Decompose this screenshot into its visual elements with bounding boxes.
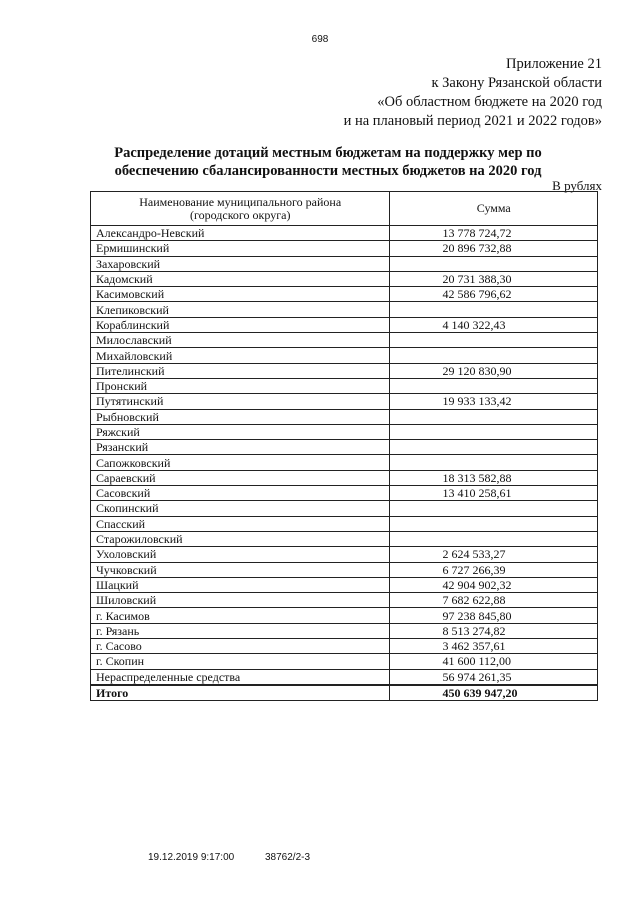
table-row <box>91 669 598 685</box>
municipality-name: Ухоловский <box>91 547 390 562</box>
table-row <box>91 593 598 608</box>
table-row <box>91 531 598 546</box>
table-row <box>91 440 598 455</box>
subsidy-amount <box>390 348 598 363</box>
municipality-name: г. Касимов <box>91 608 390 623</box>
municipality-name: Ряжский <box>91 424 390 439</box>
header-amount: Сумма <box>390 192 598 226</box>
municipality-name: Клепиковский <box>91 302 390 317</box>
subsidy-amount: 42 586 796,62 <box>390 287 598 302</box>
table-row <box>91 470 598 485</box>
subsidy-amount: 56 974 261,35 <box>390 669 598 685</box>
table-row <box>91 486 598 501</box>
subsidy-amount <box>390 501 598 516</box>
municipality-name: Шиловский <box>91 593 390 608</box>
appendix-line-2: к Закону Рязанской области <box>431 75 602 91</box>
subsidy-amount <box>390 440 598 455</box>
table-body <box>91 226 598 685</box>
table-row <box>91 547 598 562</box>
title-line-1: Распределение дотаций местным бюджетам на поддержку мер по <box>114 145 542 161</box>
title-line-2: обеспечению сбалансированности местных бюджетов на 2020 год <box>114 163 542 179</box>
table-row <box>91 501 598 516</box>
subsidy-amount: 29 120 830,90 <box>390 363 598 378</box>
appendix-line-3: «Об областном бюджете на 2020 год <box>377 94 602 110</box>
total-label: Итого <box>91 685 390 701</box>
municipality-name: Пронский <box>91 378 390 393</box>
subsidy-amount: 97 238 845,80 <box>390 608 598 623</box>
appendix-line-1: Приложение 21 <box>506 56 602 72</box>
table-row <box>91 348 598 363</box>
total-row <box>91 685 598 701</box>
municipality-name: Захаровский <box>91 256 390 271</box>
municipality-name: Александро-Невский <box>91 226 390 241</box>
table-row <box>91 562 598 577</box>
subsidy-amount: 2 624 533,27 <box>390 547 598 562</box>
municipality-name: Рыбновский <box>91 409 390 424</box>
document-title <box>60 144 596 180</box>
header-municipality-line-1: Наименование муниципального района <box>139 194 342 209</box>
municipality-name: Сасовский <box>91 486 390 501</box>
subsidy-amount <box>390 378 598 393</box>
municipality-name: Нераспределенные средства <box>91 669 390 685</box>
subsidy-amount: 13 410 258,61 <box>390 486 598 501</box>
municipality-name: Сапожковский <box>91 455 390 470</box>
table-row <box>91 516 598 531</box>
municipality-name: Скопинский <box>91 501 390 516</box>
municipality-name: Сараевский <box>91 470 390 485</box>
table-row <box>91 639 598 654</box>
table-row <box>91 363 598 378</box>
municipality-name: Михайловский <box>91 348 390 363</box>
table-header-row <box>91 192 598 226</box>
table-row <box>91 226 598 241</box>
subsidy-amount <box>390 516 598 531</box>
municipality-name: г. Рязань <box>91 623 390 638</box>
table-row <box>91 256 598 271</box>
table-row <box>91 241 598 256</box>
subsidy-amount <box>390 302 598 317</box>
page-number: 698 <box>311 34 329 45</box>
subsidy-amount: 3 462 357,61 <box>390 639 598 654</box>
table-row <box>91 623 598 638</box>
municipality-name: Касимовский <box>91 287 390 302</box>
municipality-name: Шацкий <box>91 577 390 592</box>
appendix-header <box>344 55 602 131</box>
total-amount: 450 639 947,20 <box>390 685 598 701</box>
municipality-name: Путятинский <box>91 394 390 409</box>
subsidy-amount: 4 140 322,43 <box>390 317 598 332</box>
municipality-name: Старожиловский <box>91 531 390 546</box>
footer-stamp <box>148 852 310 863</box>
subsidy-amount <box>390 333 598 348</box>
table-row <box>91 654 598 669</box>
subsidy-amount <box>390 409 598 424</box>
subsidy-amount <box>390 531 598 546</box>
table-row <box>91 424 598 439</box>
subsidy-amount: 20 731 388,30 <box>390 271 598 286</box>
subsidy-amount: 7 682 622,88 <box>390 593 598 608</box>
footer-doc-id: 38762/2-3 <box>264 852 311 863</box>
subsidy-amount <box>390 256 598 271</box>
municipality-name: Рязанский <box>91 440 390 455</box>
subsidy-amount: 8 513 274,82 <box>390 623 598 638</box>
municipality-name: Кадомский <box>91 271 390 286</box>
municipality-name: г. Сасово <box>91 639 390 654</box>
subsidies-table <box>90 191 598 701</box>
table-row <box>91 409 598 424</box>
table-row <box>91 271 598 286</box>
subsidy-amount: 41 600 112,00 <box>390 654 598 669</box>
municipality-name: г. Скопин <box>91 654 390 669</box>
table-row <box>91 608 598 623</box>
table-row <box>91 577 598 592</box>
table-row <box>91 455 598 470</box>
subsidy-amount: 19 933 133,42 <box>390 394 598 409</box>
municipality-name: Чучковский <box>91 562 390 577</box>
subsidy-amount <box>390 455 598 470</box>
header-municipality <box>91 192 390 226</box>
header-municipality-line-2: (городского округа) <box>189 207 291 222</box>
appendix-line-4: и на плановый период 2021 и 2022 годов» <box>343 113 602 129</box>
table-row <box>91 317 598 332</box>
table-row <box>91 287 598 302</box>
municipality-name: Ермишинский <box>91 241 390 256</box>
municipality-name: Милославский <box>91 333 390 348</box>
footer-datetime: 19.12.2019 9:17:00 <box>148 852 235 863</box>
table-row <box>91 378 598 393</box>
subsidy-amount: 18 313 582,88 <box>390 470 598 485</box>
table-row <box>91 394 598 409</box>
subsidy-amount: 20 896 732,88 <box>390 241 598 256</box>
subsidy-amount: 13 778 724,72 <box>390 226 598 241</box>
municipality-name: Спасский <box>91 516 390 531</box>
subsidy-amount: 6 727 266,39 <box>390 562 598 577</box>
municipality-name: Кораблинский <box>91 317 390 332</box>
currency-note: В рублях <box>552 178 602 193</box>
subsidy-amount <box>390 424 598 439</box>
municipality-name: Пителинский <box>91 363 390 378</box>
subsidy-amount: 42 904 902,32 <box>390 577 598 592</box>
table-row <box>91 333 598 348</box>
table-row <box>91 302 598 317</box>
